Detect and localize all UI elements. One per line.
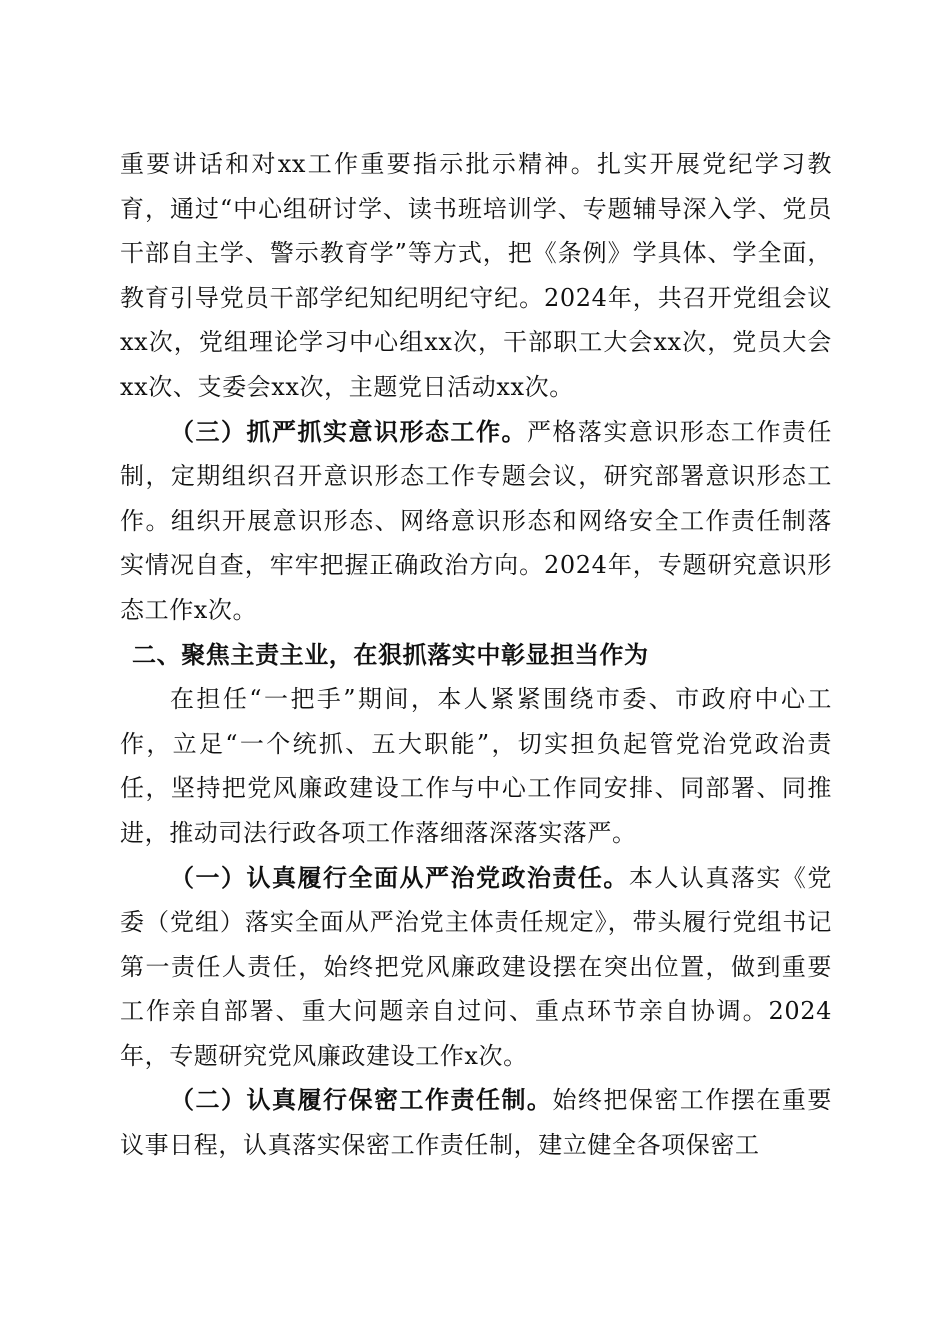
paragraph-study-education: 重要讲话和对xx工作重要指示批示精神。扎实开展党纪学习教育，通过“中心组研讨学、读书班培训学、专题辅导深入学、党员干部自主学、警示教育学”等方式，把《条例》学具体、学全面，教育引导党员干部学纪知纪明纪守纪。2024年，共召开党组会议xx次，党组理论学习中心组xx次，干部职工大会xx次，党员大会xx次、支委会xx次，主题党日活动xx次。 xyxy=(120,150,832,401)
paragraph-section-two-intro: 在担任“一把手”期间，本人紧紧围绕市委、市政府中心工作，立足“一个统抓、五大职能”，切实担负起管党治党政治责任，坚持把党风廉政建设工作与中心工作同安排、同部署、同推进，推动司法行政各项工作落细落深落实落严。 xyxy=(120,685,832,847)
section-title-ideology: （三）抓严抓实意识形态工作。 xyxy=(170,416,527,446)
paragraph-party-governance xyxy=(120,856,832,1079)
paragraph-confidentiality xyxy=(120,1078,832,1167)
heading-section-two: 二、聚焦主责主业，在狠抓落实中彰显担当作为 xyxy=(132,640,649,669)
paragraph-ideology-work xyxy=(120,410,832,633)
item-body-confidentiality: 始终把保密工作摆在重要议事日程，认真落实保密工作责任制，建立健全各项保密工 xyxy=(120,1086,832,1160)
item-title-party-governance: （一）认真履行全面从严治党政治责任。 xyxy=(170,862,629,892)
document-body xyxy=(120,142,832,1168)
item-body-party-governance: 本人认真落实《党委（党组）落实全面从严治党主体责任规定》，带头履行党组书记第一责任人责任，始终把党风廉政建设摆在突出位置，做到重要工作亲自部署、重大问题亲自过问、重点环节亲自协调。2024年，专题研究党风廉政建设工作x次。 xyxy=(120,863,832,1070)
item-title-confidentiality: （二）认真履行保密工作责任制。 xyxy=(170,1085,553,1115)
section-body-ideology: 严格落实意识形态工作责任制，定期组织召开意识形态工作专题会议，研究部署意识形态工作。组织开展意识形态、网络意识形态和网络安全工作责任制落实情况自查，牢牢把握正确政治方向。2024年，专题研究意识形态工作x次。 xyxy=(120,417,832,624)
